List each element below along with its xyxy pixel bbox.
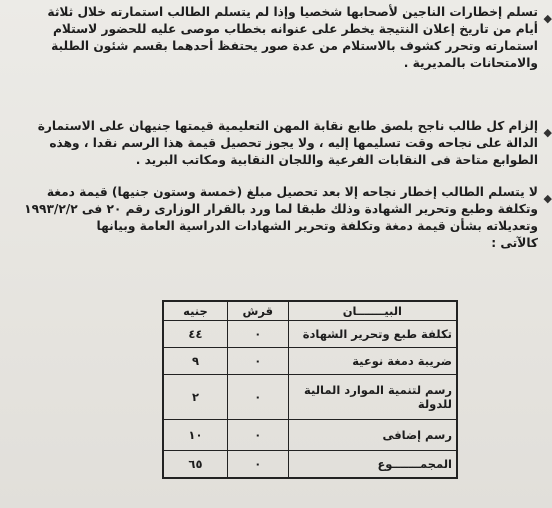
table-row xyxy=(163,348,457,375)
paragraph-delivery-notices xyxy=(10,4,552,72)
text-line: وتكلفة وطبع وتحرير الشهادة وذلك طبقا لما ورد بالقرار الوزارى رقم ٢٠ فى ١٩٩٣/٢/٢ xyxy=(24,202,538,216)
row-gunayh: ٦٥ xyxy=(163,451,227,479)
row-description: تكلفة طبع وتحرير الشهادة xyxy=(288,321,457,348)
text-line: وتعديلاته بشأن قيمة دمغة وتكلفة وتحرير الشهادات الدراسية العامة وبيانها xyxy=(96,219,538,233)
row-description: رسم لتنمية الموارد المالية للدولة xyxy=(288,375,457,420)
bullet-marker: ◆ xyxy=(543,12,552,25)
row-qirsh: ٠ xyxy=(227,451,288,479)
paragraph-fee-collection xyxy=(10,184,552,252)
text-line: لا يتسلم الطالب إخطار نجاحه إلا بعد تحصيل مبلغ (خمسة وستون جنيها) قيمة دمغة xyxy=(46,185,538,199)
text-line: إلزام كل طالب ناجح بلصق طابع نقابة المهن التعليمية قيمتها جنيهان على الاستمارة xyxy=(37,119,538,133)
text-line: أيام من تاريخ إعلان النتيجة يخطر على عنوانه بخطاب موصى عليه للحضور لاستلام xyxy=(52,22,538,36)
text-line: والامتحانات بالمديرية . xyxy=(403,56,538,70)
table-header-row xyxy=(163,301,457,321)
text-line: الدالة على نجاحه وقت تسليمها إليه ، ولا يجوز تحصيل قيمة هذا الرسم نقدا ، وهذه xyxy=(49,136,538,150)
row-qirsh: ٠ xyxy=(227,420,288,451)
row-qirsh: ٠ xyxy=(227,375,288,420)
header-description: البيـــــــان xyxy=(288,301,457,321)
text-line: كالآتى : xyxy=(491,236,538,250)
bullet-marker: ◆ xyxy=(543,126,552,139)
row-gunayh: ٤٤ xyxy=(163,321,227,348)
table-row-total xyxy=(163,451,457,479)
table-row xyxy=(163,321,457,348)
table-row xyxy=(163,375,457,420)
text-line: استمارته وتحرر كشوف بالاستلام من عدة صور يحتفظ أحدهما بقسم شئون الطلبة xyxy=(51,39,538,53)
fee-table xyxy=(162,300,458,479)
row-description: ضريبة دمغة نوعية xyxy=(288,348,457,375)
row-gunayh: ٩ xyxy=(163,348,227,375)
header-gunayh: جنيه xyxy=(163,301,227,321)
table-row xyxy=(163,420,457,451)
text-line: الطوابع متاحة فى النقابات الفرعية واللجان النقابية ومكاتب البريد . xyxy=(135,153,538,167)
text-line: تسلم إخطارات الناجين لأصحابها شخصيا وإذا لم يتسلم الطالب استمارته خلال ثلاثة xyxy=(47,5,538,19)
header-qirsh: قرش xyxy=(227,301,288,321)
paragraph-union-stamp xyxy=(10,118,552,169)
bullet-marker: ◆ xyxy=(543,192,552,205)
row-gunayh: ١٠ xyxy=(163,420,227,451)
row-description: المجمـــــــوع xyxy=(288,451,457,479)
row-qirsh: ٠ xyxy=(227,321,288,348)
row-description: رسم إضافى xyxy=(288,420,457,451)
row-gunayh: ٢ xyxy=(163,375,227,420)
row-qirsh: ٠ xyxy=(227,348,288,375)
